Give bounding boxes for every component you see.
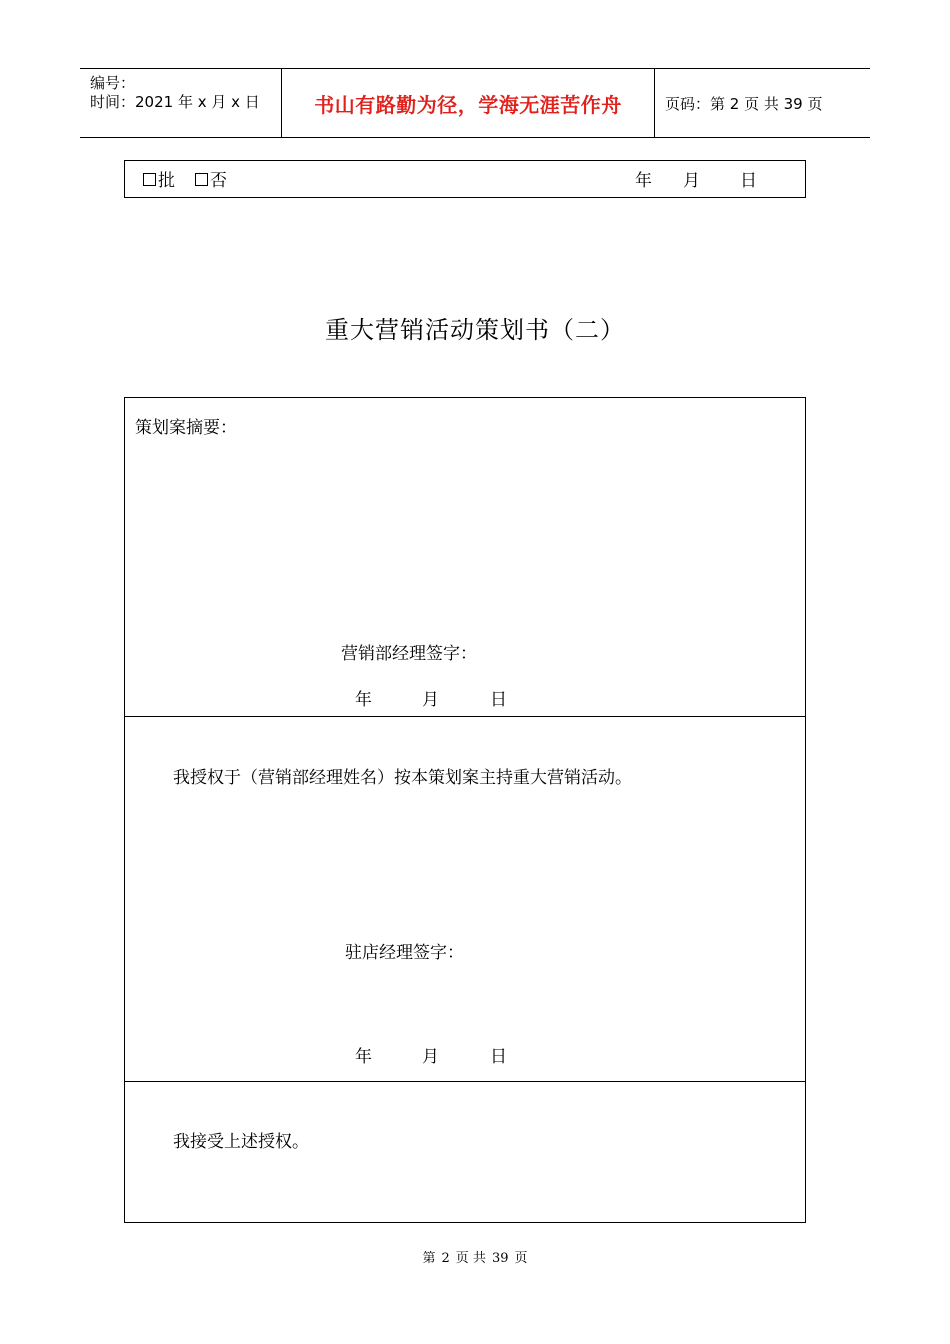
section1-day: 日 — [490, 690, 507, 710]
approval-day: 日 — [740, 171, 757, 191]
approve-option[interactable] — [143, 166, 175, 191]
number-label: 编号： — [90, 74, 136, 92]
marketing-manager-signature-label: 营销部经理签字： — [341, 644, 477, 664]
section2-day: 日 — [490, 1047, 507, 1067]
reject-option[interactable] — [195, 166, 227, 191]
reject-checkbox[interactable] — [195, 173, 208, 186]
section2-year: 年 — [355, 1047, 372, 1067]
approve-label: 批 — [158, 171, 175, 191]
authorization-text: 我授权于（营销部经理姓名）按本策划案主持重大营销活动。 — [173, 768, 632, 788]
summary-label: 策划案摘要： — [135, 418, 237, 438]
footer-prefix: 第 — [422, 1251, 436, 1266]
summary-section — [125, 398, 805, 717]
acceptance-section — [125, 1082, 805, 1222]
footer-mid: 页 共 — [455, 1251, 486, 1266]
footer-page: 2 — [441, 1251, 450, 1266]
motto: 书山有路勤为径，学海无涯苦作舟 — [314, 92, 622, 117]
section1-year: 年 — [355, 690, 372, 710]
section1-month: 月 — [422, 690, 439, 710]
footer-suffix: 页 — [514, 1251, 528, 1266]
page-number-label: 页码：第 2 页 共 39 页 — [665, 94, 823, 113]
page-header — [80, 68, 870, 138]
footer-total: 39 — [491, 1251, 509, 1266]
approval-row — [124, 160, 806, 198]
approval-month: 月 — [683, 171, 700, 191]
section2-month: 月 — [422, 1047, 439, 1067]
approve-checkbox[interactable] — [143, 173, 156, 186]
authorization-section — [125, 717, 805, 1082]
document-title: 重大营销活动策划书（二） — [325, 316, 625, 344]
acceptance-text: 我接受上述授权。 — [173, 1132, 309, 1152]
header-page-cell — [655, 69, 870, 137]
reject-label: 否 — [210, 171, 227, 191]
form-table — [124, 397, 806, 1223]
page-footer — [0, 1247, 950, 1266]
time-label: 时间：2021 年 x 月 x 日 — [90, 93, 260, 111]
header-meta-cell — [80, 69, 282, 137]
store-manager-signature-label: 驻店经理签字： — [345, 943, 464, 963]
approval-year: 年 — [635, 171, 652, 191]
header-motto-cell — [282, 69, 655, 137]
